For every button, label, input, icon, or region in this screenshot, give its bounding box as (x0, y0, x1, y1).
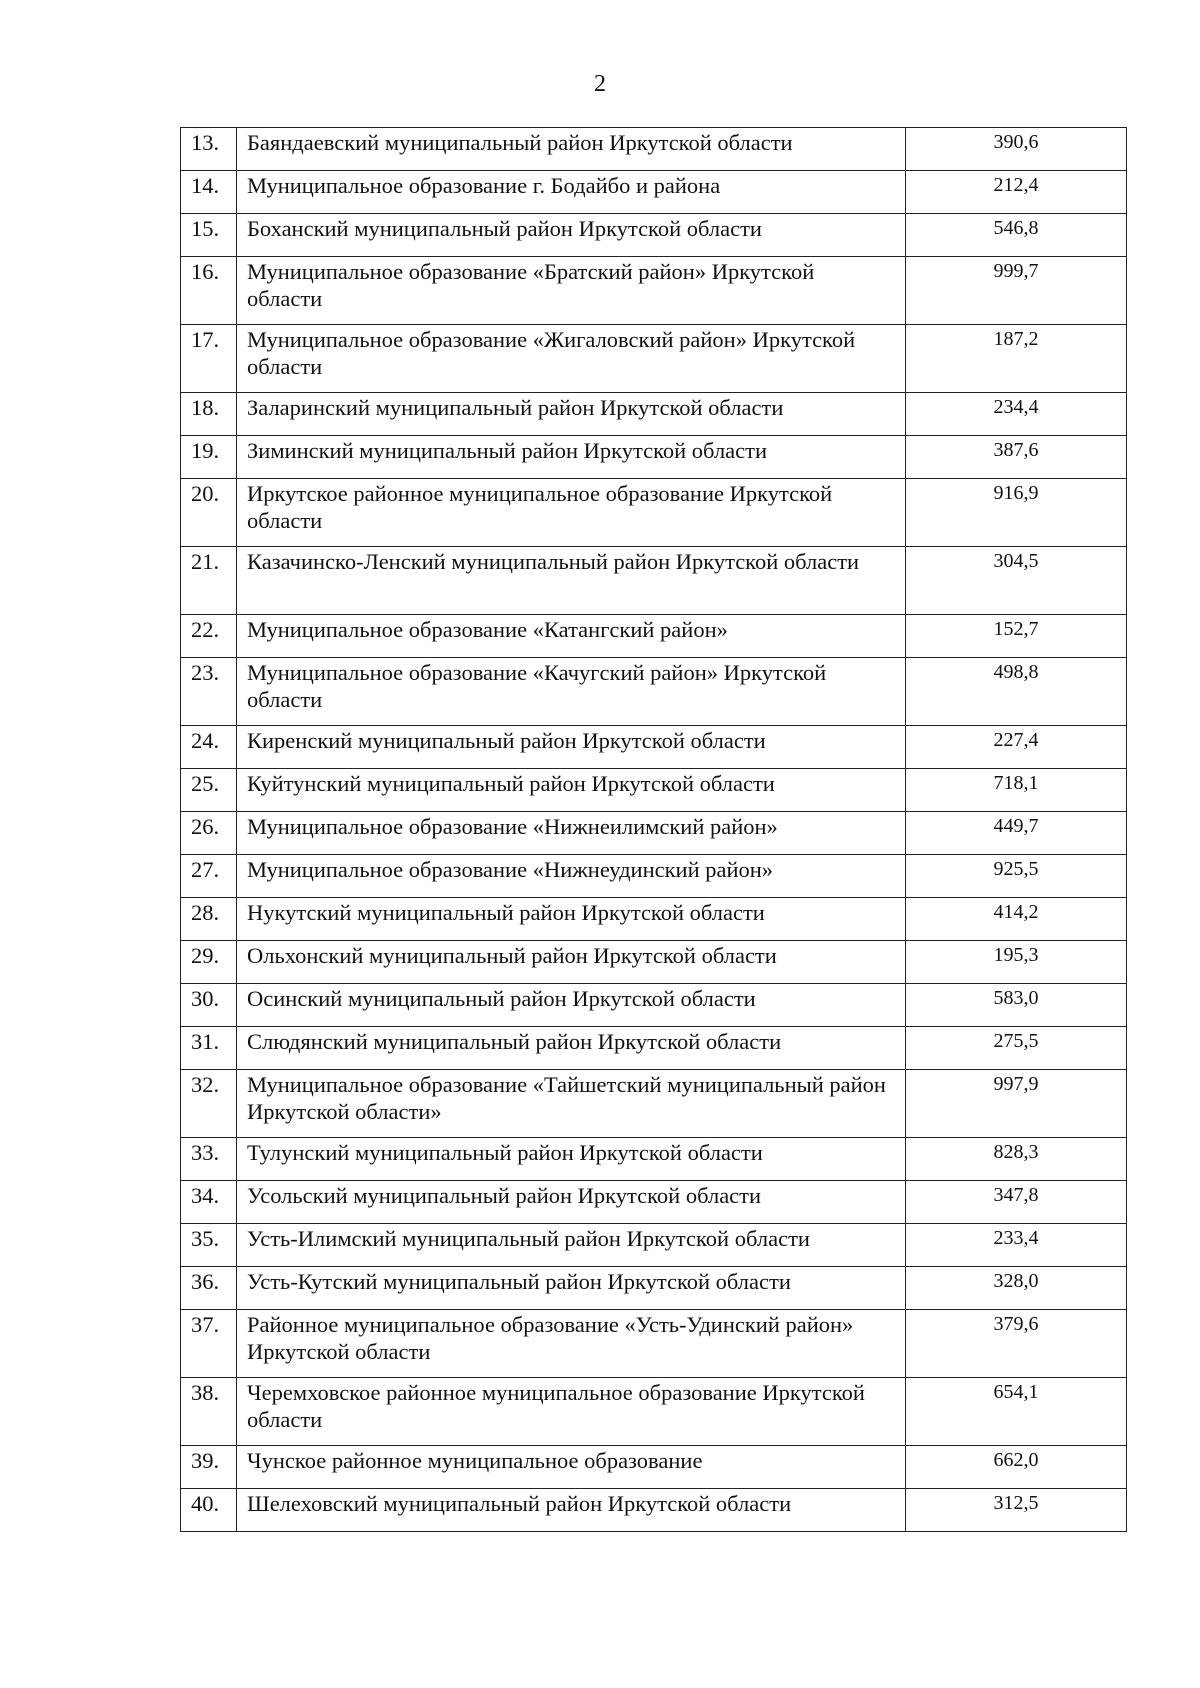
amount-value: 654,1 (906, 1378, 1127, 1446)
municipality-name: Нукутский муниципальный район Иркутской области (237, 898, 906, 941)
row-number: 16. (181, 257, 237, 325)
municipality-name: Иркутское районное муниципальное образование Иркутской области (237, 479, 906, 547)
row-number: 31. (181, 1027, 237, 1070)
amount-value: 227,4 (906, 726, 1127, 769)
municipality-name: Муниципальное образование «Качугский район» Иркутской области (237, 658, 906, 726)
amount-value: 662,0 (906, 1446, 1127, 1489)
row-number: 19. (181, 436, 237, 479)
table-row (181, 479, 1127, 547)
amount-value: 449,7 (906, 812, 1127, 855)
amount-value: 212,4 (906, 171, 1127, 214)
amount-value: 583,0 (906, 984, 1127, 1027)
municipality-name: Муниципальное образование «Братский район» Иркутской области (237, 257, 906, 325)
table-row (181, 812, 1127, 855)
municipality-name: Ольхонский муниципальный район Иркутской области (237, 941, 906, 984)
row-number: 15. (181, 214, 237, 257)
amount-value: 828,3 (906, 1138, 1127, 1181)
amount-value: 275,5 (906, 1027, 1127, 1070)
row-number: 27. (181, 855, 237, 898)
table-row (181, 855, 1127, 898)
municipality-name: Осинский муниципальный район Иркутской области (237, 984, 906, 1027)
table-row (181, 1446, 1127, 1489)
municipality-name: Куйтунский муниципальный район Иркутской области (237, 769, 906, 812)
municipality-name: Чунское районное муниципальное образование (237, 1446, 906, 1489)
municipality-name: Районное муниципальное образование «Усть-Удинский район» Иркутской области (237, 1310, 906, 1378)
table-row (181, 726, 1127, 769)
municipality-name: Казачинско-Ленский муниципальный район Иркутской области (237, 547, 906, 615)
municipality-name: Зиминский муниципальный район Иркутской области (237, 436, 906, 479)
row-number: 13. (181, 128, 237, 171)
municipality-name: Шелеховский муниципальный район Иркутской области (237, 1489, 906, 1532)
row-number: 24. (181, 726, 237, 769)
municipality-name: Заларинский муниципальный район Иркутской области (237, 393, 906, 436)
amount-value: 997,9 (906, 1070, 1127, 1138)
table-row (181, 898, 1127, 941)
row-number: 39. (181, 1446, 237, 1489)
row-number: 34. (181, 1181, 237, 1224)
table-row (181, 393, 1127, 436)
amount-value: 234,4 (906, 393, 1127, 436)
row-number: 35. (181, 1224, 237, 1267)
municipality-name: Муниципальное образование «Нижнеилимский район» (237, 812, 906, 855)
table-row (181, 1310, 1127, 1378)
table-row (181, 128, 1127, 171)
table-row (181, 1378, 1127, 1446)
row-number: 28. (181, 898, 237, 941)
row-number: 37. (181, 1310, 237, 1378)
municipality-name: Усть-Кутский муниципальный район Иркутской области (237, 1267, 906, 1310)
municipality-name: Боханский муниципальный район Иркутской области (237, 214, 906, 257)
row-number: 26. (181, 812, 237, 855)
row-number: 14. (181, 171, 237, 214)
table-row (181, 257, 1127, 325)
row-number: 20. (181, 479, 237, 547)
table-row (181, 171, 1127, 214)
table-row (181, 1070, 1127, 1138)
row-number: 40. (181, 1489, 237, 1532)
row-number: 29. (181, 941, 237, 984)
amount-value: 233,4 (906, 1224, 1127, 1267)
amount-value: 347,8 (906, 1181, 1127, 1224)
table-row (181, 1224, 1127, 1267)
municipality-name: Усольский муниципальный район Иркутской области (237, 1181, 906, 1224)
row-number: 22. (181, 615, 237, 658)
amount-value: 925,5 (906, 855, 1127, 898)
row-number: 18. (181, 393, 237, 436)
amount-value: 152,7 (906, 615, 1127, 658)
row-number: 21. (181, 547, 237, 615)
page-number: 2 (594, 71, 606, 97)
row-number: 33. (181, 1138, 237, 1181)
row-number: 17. (181, 325, 237, 393)
municipality-name: Усть-Илимский муниципальный район Иркутской области (237, 1224, 906, 1267)
table-row (181, 1489, 1127, 1532)
municipality-name: Муниципальное образование «Жигаловский район» Иркутской области (237, 325, 906, 393)
amount-value: 546,8 (906, 214, 1127, 257)
amount-value: 498,8 (906, 658, 1127, 726)
row-number: 30. (181, 984, 237, 1027)
municipality-name: Муниципальное образование «Нижнеудинский район» (237, 855, 906, 898)
municipality-name: Слюдянский муниципальный район Иркутской области (237, 1027, 906, 1070)
amount-value: 195,3 (906, 941, 1127, 984)
table-row (181, 769, 1127, 812)
amount-value: 387,6 (906, 436, 1127, 479)
amount-value: 390,6 (906, 128, 1127, 171)
table-row (181, 984, 1127, 1027)
table-row (181, 547, 1127, 615)
municipality-name: Черемховское районное муниципальное образование Иркутской области (237, 1378, 906, 1446)
row-number: 25. (181, 769, 237, 812)
table-row (181, 1181, 1127, 1224)
table-row (181, 1138, 1127, 1181)
amount-value: 304,5 (906, 547, 1127, 615)
table-row (181, 658, 1127, 726)
row-number: 36. (181, 1267, 237, 1310)
table-row (181, 325, 1127, 393)
row-number: 38. (181, 1378, 237, 1446)
municipality-name: Киренский муниципальный район Иркутской области (237, 726, 906, 769)
amount-value: 916,9 (906, 479, 1127, 547)
row-number: 23. (181, 658, 237, 726)
amount-value: 328,0 (906, 1267, 1127, 1310)
amount-value: 187,2 (906, 325, 1127, 393)
table-row (181, 436, 1127, 479)
municipality-name: Муниципальное образование «Тайшетский муниципальный район Иркутской области» (237, 1070, 906, 1138)
municipality-name: Муниципальное образование г. Бодайбо и района (237, 171, 906, 214)
allocation-table (180, 127, 1127, 1532)
amount-value: 414,2 (906, 898, 1127, 941)
table-row (181, 941, 1127, 984)
amount-value: 379,6 (906, 1310, 1127, 1378)
row-number: 32. (181, 1070, 237, 1138)
municipality-name: Баяндаевский муниципальный район Иркутской области (237, 128, 906, 171)
table-body (181, 128, 1127, 1532)
table-row (181, 615, 1127, 658)
amount-value: 999,7 (906, 257, 1127, 325)
amount-value: 312,5 (906, 1489, 1127, 1532)
municipality-name: Тулунский муниципальный район Иркутской области (237, 1138, 906, 1181)
table-row (181, 214, 1127, 257)
amount-value: 718,1 (906, 769, 1127, 812)
table-row (181, 1027, 1127, 1070)
table-row (181, 1267, 1127, 1310)
municipality-name: Муниципальное образование «Катангский район» (237, 615, 906, 658)
